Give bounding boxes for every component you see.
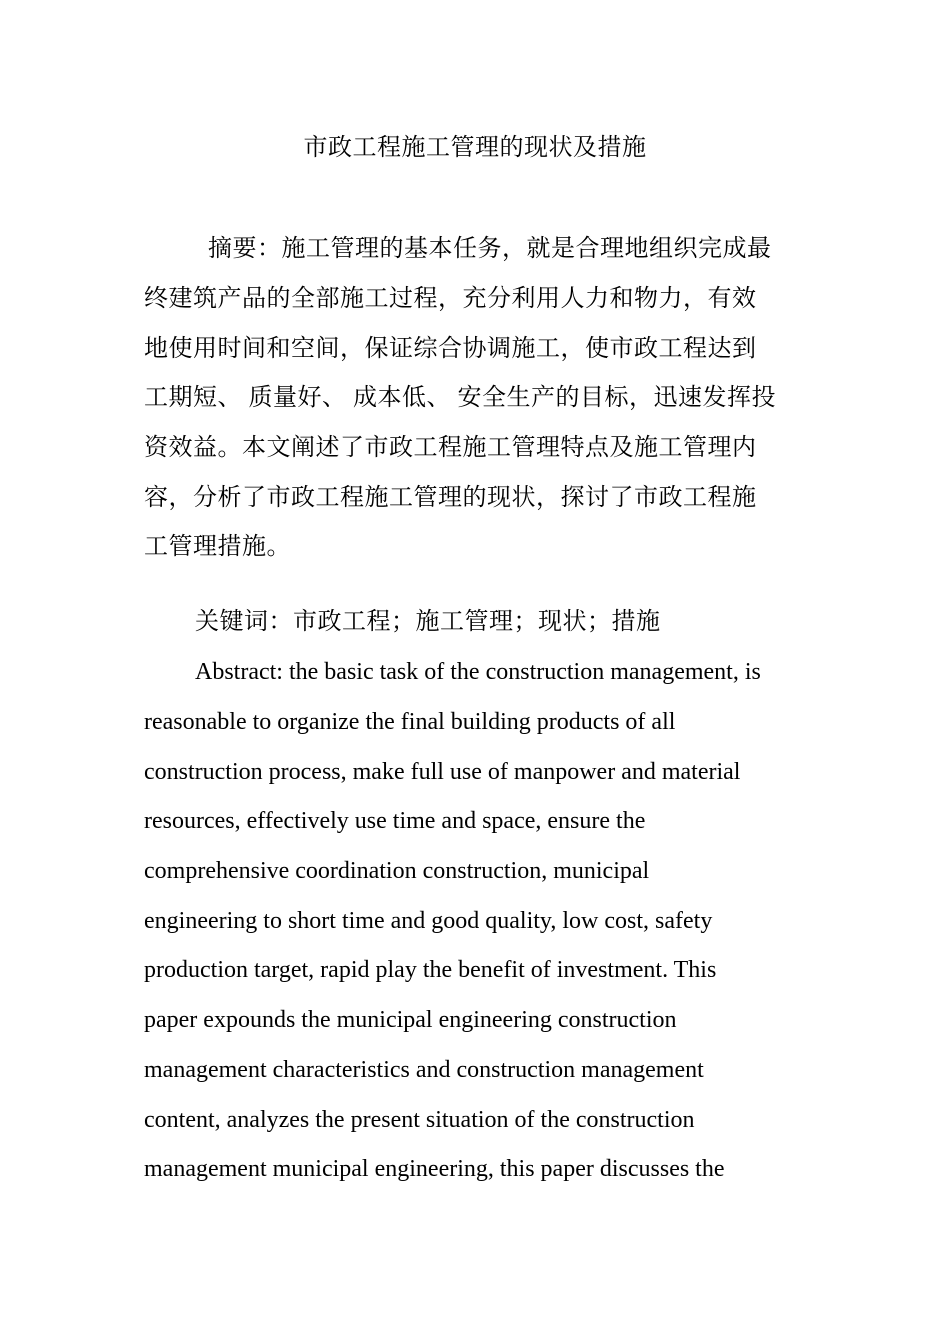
abstract-en-line: engineering to short time and good quality, low cost, safety (144, 908, 713, 934)
abstract-cn-line: 工期短、 质量好、 成本低、 安全生产的目标，迅速发挥投 (144, 385, 776, 411)
abstract-en-line: paper expounds the municipal engineering construction (144, 1007, 677, 1033)
abstract-en-line: production target, rapid play the benefit of investment. This (144, 957, 717, 983)
abstract-en-line: reasonable to organize the final building products of all (144, 709, 676, 735)
abstract-cn-line: 地使用时间和空间，保证综合协调施工，使市政工程达到 (144, 336, 757, 362)
abstract-cn-line: 工管理措施。 (144, 534, 291, 560)
abstract-en-line: Abstract: the basic task of the construction management, is (195, 659, 761, 685)
abstract-en-line: resources, effectively use time and space, ensure the (144, 808, 646, 834)
abstract-en-line: comprehensive coordination construction, municipal (144, 858, 650, 884)
document-title: 市政工程施工管理的现状及措施 (303, 135, 647, 161)
abstract-cn-line: 摘要：施工管理的基本任务，就是合理地组织完成最 (208, 236, 772, 262)
abstract-en-line: management characteristics and construction management (144, 1057, 704, 1083)
keywords-line: 关键词：市政工程；施工管理；现状；措施 (195, 609, 661, 635)
abstract-en-line: management municipal engineering, this paper discusses the (144, 1156, 725, 1182)
abstract-cn-line: 终建筑产品的全部施工过程，充分利用人力和物力，有效 (144, 286, 757, 312)
abstract-en-line: construction process, make full use of manpower and material (144, 759, 741, 785)
abstract-en-line: content, analyzes the present situation of the construction (144, 1107, 695, 1133)
abstract-cn-line: 资效益。本文阐述了市政工程施工管理特点及施工管理内 (144, 435, 757, 461)
abstract-cn-line: 容，分析了市政工程施工管理的现状，探讨了市政工程施 (144, 485, 757, 511)
